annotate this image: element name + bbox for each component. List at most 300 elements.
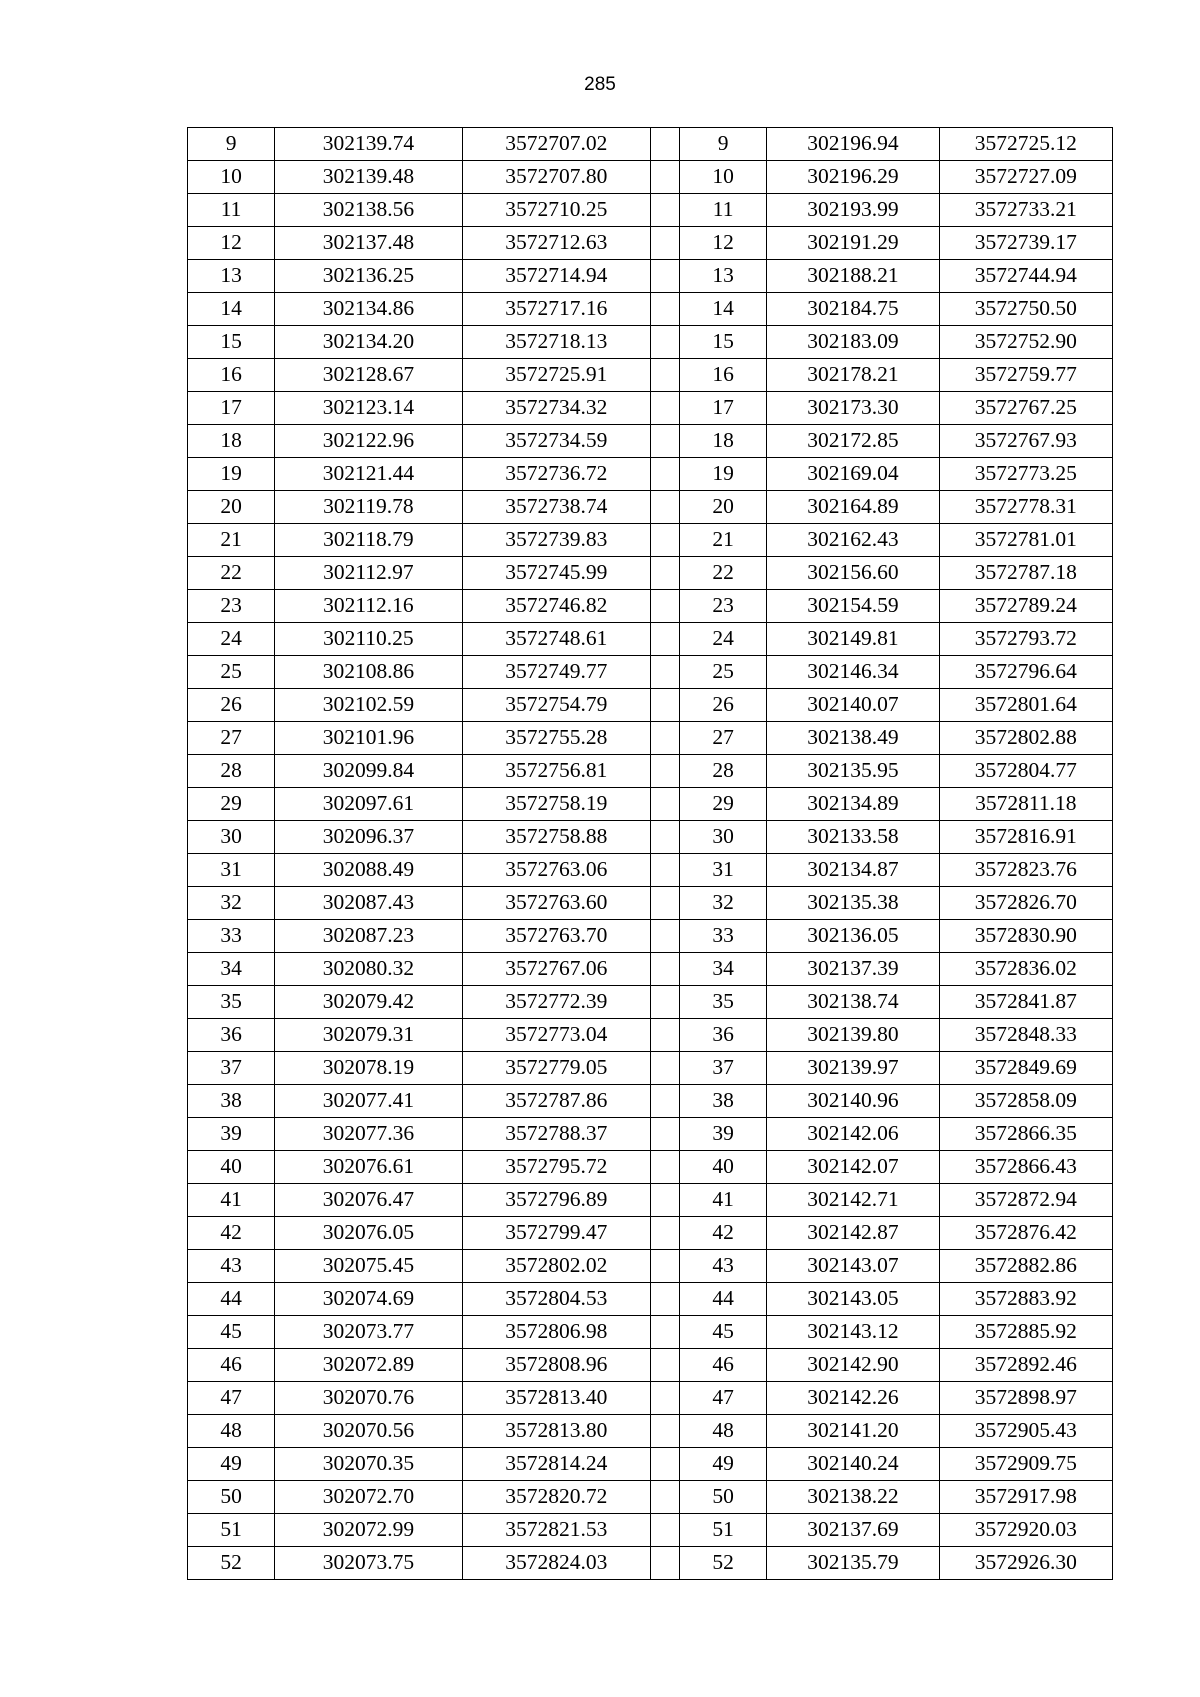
table-row — [188, 524, 1113, 557]
right-x-coordinate-cell: 302139.80 — [767, 1019, 939, 1052]
right-point-number-cell: 24 — [680, 623, 767, 656]
right-point-number-cell: 44 — [680, 1283, 767, 1316]
spacer-cell — [650, 1448, 679, 1481]
right-y-coordinate-cell: 3572759.77 — [939, 359, 1112, 392]
right-point-number-cell: 46 — [680, 1349, 767, 1382]
left-point-number-cell: 15 — [188, 326, 275, 359]
left-y-coordinate-cell: 3572795.72 — [462, 1151, 650, 1184]
left-x-coordinate-cell: 302070.76 — [275, 1382, 462, 1415]
right-x-coordinate-cell: 302133.58 — [767, 821, 939, 854]
table-row — [188, 689, 1113, 722]
left-x-coordinate-cell: 302072.89 — [275, 1349, 462, 1382]
table-row — [188, 1184, 1113, 1217]
left-y-coordinate-cell: 3572755.28 — [462, 722, 650, 755]
right-x-coordinate-cell: 302169.04 — [767, 458, 939, 491]
spacer-cell — [650, 326, 679, 359]
right-x-coordinate-cell: 302136.05 — [767, 920, 939, 953]
spacer-cell — [650, 887, 679, 920]
left-x-coordinate-cell: 302077.41 — [275, 1085, 462, 1118]
right-x-coordinate-cell: 302137.39 — [767, 953, 939, 986]
spacer-cell — [650, 953, 679, 986]
right-x-coordinate-cell: 302164.89 — [767, 491, 939, 524]
left-x-coordinate-cell: 302134.86 — [275, 293, 462, 326]
right-x-coordinate-cell: 302135.95 — [767, 755, 939, 788]
right-y-coordinate-cell: 3572826.70 — [939, 887, 1112, 920]
right-x-coordinate-cell: 302137.69 — [767, 1514, 939, 1547]
table-row — [188, 1052, 1113, 1085]
right-y-coordinate-cell: 3572767.93 — [939, 425, 1112, 458]
left-y-coordinate-cell: 3572772.39 — [462, 986, 650, 1019]
left-x-coordinate-cell: 302097.61 — [275, 788, 462, 821]
left-y-coordinate-cell: 3572813.80 — [462, 1415, 650, 1448]
right-y-coordinate-cell: 3572739.17 — [939, 227, 1112, 260]
spacer-cell — [650, 392, 679, 425]
spacer-cell — [650, 1514, 679, 1547]
right-x-coordinate-cell: 302196.29 — [767, 161, 939, 194]
right-x-coordinate-cell: 302149.81 — [767, 623, 939, 656]
right-x-coordinate-cell: 302140.24 — [767, 1448, 939, 1481]
left-y-coordinate-cell: 3572788.37 — [462, 1118, 650, 1151]
left-point-number-cell: 42 — [188, 1217, 275, 1250]
table-row — [188, 1250, 1113, 1283]
spacer-cell — [650, 623, 679, 656]
left-point-number-cell: 38 — [188, 1085, 275, 1118]
right-point-number-cell: 28 — [680, 755, 767, 788]
table-row — [188, 1118, 1113, 1151]
left-y-coordinate-cell: 3572745.99 — [462, 557, 650, 590]
table-row — [188, 1448, 1113, 1481]
right-x-coordinate-cell: 302188.21 — [767, 260, 939, 293]
right-x-coordinate-cell: 302146.34 — [767, 656, 939, 689]
left-y-coordinate-cell: 3572813.40 — [462, 1382, 650, 1415]
table-row — [188, 1349, 1113, 1382]
spacer-cell — [650, 986, 679, 1019]
left-y-coordinate-cell: 3572749.77 — [462, 656, 650, 689]
right-x-coordinate-cell: 302156.60 — [767, 557, 939, 590]
left-point-number-cell: 17 — [188, 392, 275, 425]
right-y-coordinate-cell: 3572866.35 — [939, 1118, 1112, 1151]
right-point-number-cell: 10 — [680, 161, 767, 194]
right-point-number-cell: 29 — [680, 788, 767, 821]
spacer-cell — [650, 590, 679, 623]
right-point-number-cell: 49 — [680, 1448, 767, 1481]
right-point-number-cell: 17 — [680, 392, 767, 425]
left-y-coordinate-cell: 3572767.06 — [462, 953, 650, 986]
left-x-coordinate-cell: 302087.23 — [275, 920, 462, 953]
right-point-number-cell: 26 — [680, 689, 767, 722]
left-point-number-cell: 10 — [188, 161, 275, 194]
right-y-coordinate-cell: 3572733.21 — [939, 194, 1112, 227]
left-x-coordinate-cell: 302087.43 — [275, 887, 462, 920]
table-row — [188, 359, 1113, 392]
table-row — [188, 161, 1113, 194]
left-point-number-cell: 43 — [188, 1250, 275, 1283]
left-y-coordinate-cell: 3572718.13 — [462, 326, 650, 359]
table-row — [188, 392, 1113, 425]
spacer-cell — [650, 194, 679, 227]
right-x-coordinate-cell: 302196.94 — [767, 128, 939, 161]
left-point-number-cell: 14 — [188, 293, 275, 326]
right-x-coordinate-cell: 302173.30 — [767, 392, 939, 425]
left-point-number-cell: 29 — [188, 788, 275, 821]
left-point-number-cell: 18 — [188, 425, 275, 458]
left-y-coordinate-cell: 3572804.53 — [462, 1283, 650, 1316]
left-point-number-cell: 9 — [188, 128, 275, 161]
right-x-coordinate-cell: 302134.89 — [767, 788, 939, 821]
right-y-coordinate-cell: 3572882.86 — [939, 1250, 1112, 1283]
left-point-number-cell: 39 — [188, 1118, 275, 1151]
right-point-number-cell: 19 — [680, 458, 767, 491]
spacer-cell — [650, 1481, 679, 1514]
right-y-coordinate-cell: 3572876.42 — [939, 1217, 1112, 1250]
left-x-coordinate-cell: 302079.42 — [275, 986, 462, 1019]
left-point-number-cell: 35 — [188, 986, 275, 1019]
right-x-coordinate-cell: 302142.71 — [767, 1184, 939, 1217]
left-point-number-cell: 50 — [188, 1481, 275, 1514]
left-y-coordinate-cell: 3572714.94 — [462, 260, 650, 293]
table-row — [188, 755, 1113, 788]
left-y-coordinate-cell: 3572787.86 — [462, 1085, 650, 1118]
table-row — [188, 1217, 1113, 1250]
left-point-number-cell: 37 — [188, 1052, 275, 1085]
right-point-number-cell: 37 — [680, 1052, 767, 1085]
right-y-coordinate-cell: 3572778.31 — [939, 491, 1112, 524]
spacer-cell — [650, 1250, 679, 1283]
left-x-coordinate-cell: 302076.47 — [275, 1184, 462, 1217]
right-x-coordinate-cell: 302191.29 — [767, 227, 939, 260]
spacer-cell — [650, 260, 679, 293]
table-row — [188, 128, 1113, 161]
left-point-number-cell: 44 — [188, 1283, 275, 1316]
right-x-coordinate-cell: 302139.97 — [767, 1052, 939, 1085]
right-y-coordinate-cell: 3572926.30 — [939, 1547, 1112, 1580]
right-x-coordinate-cell: 302135.79 — [767, 1547, 939, 1580]
left-y-coordinate-cell: 3572814.24 — [462, 1448, 650, 1481]
right-y-coordinate-cell: 3572787.18 — [939, 557, 1112, 590]
left-point-number-cell: 27 — [188, 722, 275, 755]
left-point-number-cell: 46 — [188, 1349, 275, 1382]
left-x-coordinate-cell: 302073.77 — [275, 1316, 462, 1349]
right-x-coordinate-cell: 302142.26 — [767, 1382, 939, 1415]
table-row — [188, 788, 1113, 821]
right-y-coordinate-cell: 3572793.72 — [939, 623, 1112, 656]
left-y-coordinate-cell: 3572758.19 — [462, 788, 650, 821]
spacer-cell — [650, 425, 679, 458]
right-x-coordinate-cell: 302134.87 — [767, 854, 939, 887]
table-row — [188, 491, 1113, 524]
spacer-cell — [650, 920, 679, 953]
left-point-number-cell: 16 — [188, 359, 275, 392]
left-point-number-cell: 52 — [188, 1547, 275, 1580]
right-y-coordinate-cell: 3572841.87 — [939, 986, 1112, 1019]
right-x-coordinate-cell: 302138.22 — [767, 1481, 939, 1514]
right-point-number-cell: 18 — [680, 425, 767, 458]
left-x-coordinate-cell: 302123.14 — [275, 392, 462, 425]
right-x-coordinate-cell: 302135.38 — [767, 887, 939, 920]
table-row — [188, 722, 1113, 755]
left-x-coordinate-cell: 302076.61 — [275, 1151, 462, 1184]
table-row — [188, 425, 1113, 458]
left-y-coordinate-cell: 3572821.53 — [462, 1514, 650, 1547]
left-y-coordinate-cell: 3572707.02 — [462, 128, 650, 161]
spacer-cell — [650, 491, 679, 524]
right-y-coordinate-cell: 3572804.77 — [939, 755, 1112, 788]
left-x-coordinate-cell: 302138.56 — [275, 194, 462, 227]
left-point-number-cell: 51 — [188, 1514, 275, 1547]
left-x-coordinate-cell: 302070.56 — [275, 1415, 462, 1448]
right-point-number-cell: 45 — [680, 1316, 767, 1349]
right-point-number-cell: 13 — [680, 260, 767, 293]
table-row — [188, 1085, 1113, 1118]
table-row — [188, 227, 1113, 260]
spacer-cell — [650, 1316, 679, 1349]
table-row — [188, 194, 1113, 227]
right-y-coordinate-cell: 3572811.18 — [939, 788, 1112, 821]
right-point-number-cell: 23 — [680, 590, 767, 623]
table-row — [188, 1283, 1113, 1316]
left-point-number-cell: 31 — [188, 854, 275, 887]
left-x-coordinate-cell: 302134.20 — [275, 326, 462, 359]
right-point-number-cell: 22 — [680, 557, 767, 590]
spacer-cell — [650, 755, 679, 788]
left-y-coordinate-cell: 3572773.04 — [462, 1019, 650, 1052]
table-row — [188, 1151, 1113, 1184]
right-x-coordinate-cell: 302178.21 — [767, 359, 939, 392]
right-y-coordinate-cell: 3572917.98 — [939, 1481, 1112, 1514]
right-y-coordinate-cell: 3572892.46 — [939, 1349, 1112, 1382]
left-point-number-cell: 25 — [188, 656, 275, 689]
right-point-number-cell: 35 — [680, 986, 767, 1019]
right-point-number-cell: 50 — [680, 1481, 767, 1514]
right-y-coordinate-cell: 3572872.94 — [939, 1184, 1112, 1217]
left-y-coordinate-cell: 3572739.83 — [462, 524, 650, 557]
right-x-coordinate-cell: 302172.85 — [767, 425, 939, 458]
left-point-number-cell: 48 — [188, 1415, 275, 1448]
left-y-coordinate-cell: 3572796.89 — [462, 1184, 650, 1217]
table-row — [188, 1547, 1113, 1580]
spacer-cell — [650, 1283, 679, 1316]
left-x-coordinate-cell: 302102.59 — [275, 689, 462, 722]
left-y-coordinate-cell: 3572725.91 — [462, 359, 650, 392]
right-y-coordinate-cell: 3572848.33 — [939, 1019, 1112, 1052]
right-point-number-cell: 21 — [680, 524, 767, 557]
left-y-coordinate-cell: 3572799.47 — [462, 1217, 650, 1250]
right-x-coordinate-cell: 302183.09 — [767, 326, 939, 359]
right-y-coordinate-cell: 3572816.91 — [939, 821, 1112, 854]
left-x-coordinate-cell: 302137.48 — [275, 227, 462, 260]
right-point-number-cell: 47 — [680, 1382, 767, 1415]
spacer-cell — [650, 689, 679, 722]
right-x-coordinate-cell: 302142.07 — [767, 1151, 939, 1184]
table-row — [188, 656, 1113, 689]
left-y-coordinate-cell: 3572754.79 — [462, 689, 650, 722]
left-x-coordinate-cell: 302096.37 — [275, 821, 462, 854]
spacer-cell — [650, 656, 679, 689]
spacer-cell — [650, 557, 679, 590]
left-x-coordinate-cell: 302108.86 — [275, 656, 462, 689]
spacer-cell — [650, 1019, 679, 1052]
left-point-number-cell: 49 — [188, 1448, 275, 1481]
table-row — [188, 557, 1113, 590]
left-y-coordinate-cell: 3572779.05 — [462, 1052, 650, 1085]
coordinates-table — [187, 127, 1113, 1580]
right-y-coordinate-cell: 3572909.75 — [939, 1448, 1112, 1481]
left-y-coordinate-cell: 3572746.82 — [462, 590, 650, 623]
left-y-coordinate-cell: 3572763.06 — [462, 854, 650, 887]
left-y-coordinate-cell: 3572820.72 — [462, 1481, 650, 1514]
right-y-coordinate-cell: 3572767.25 — [939, 392, 1112, 425]
left-y-coordinate-cell: 3572748.61 — [462, 623, 650, 656]
left-point-number-cell: 20 — [188, 491, 275, 524]
left-point-number-cell: 26 — [188, 689, 275, 722]
spacer-cell — [650, 1151, 679, 1184]
left-x-coordinate-cell: 302072.99 — [275, 1514, 462, 1547]
left-y-coordinate-cell: 3572758.88 — [462, 821, 650, 854]
table-row — [188, 920, 1113, 953]
table-row — [188, 260, 1113, 293]
right-point-number-cell: 31 — [680, 854, 767, 887]
right-point-number-cell: 15 — [680, 326, 767, 359]
table-row — [188, 293, 1113, 326]
left-x-coordinate-cell: 302139.48 — [275, 161, 462, 194]
left-point-number-cell: 19 — [188, 458, 275, 491]
left-y-coordinate-cell: 3572756.81 — [462, 755, 650, 788]
page-number: 285 — [584, 74, 616, 95]
right-y-coordinate-cell: 3572836.02 — [939, 953, 1112, 986]
table-row — [188, 458, 1113, 491]
left-y-coordinate-cell: 3572734.59 — [462, 425, 650, 458]
right-point-number-cell: 36 — [680, 1019, 767, 1052]
table-row — [188, 1415, 1113, 1448]
table-row — [188, 1382, 1113, 1415]
right-point-number-cell: 51 — [680, 1514, 767, 1547]
right-y-coordinate-cell: 3572885.92 — [939, 1316, 1112, 1349]
left-y-coordinate-cell: 3572734.32 — [462, 392, 650, 425]
right-x-coordinate-cell: 302193.99 — [767, 194, 939, 227]
spacer-cell — [650, 1382, 679, 1415]
left-x-coordinate-cell: 302119.78 — [275, 491, 462, 524]
right-y-coordinate-cell: 3572866.43 — [939, 1151, 1112, 1184]
spacer-cell — [650, 458, 679, 491]
right-point-number-cell: 16 — [680, 359, 767, 392]
spacer-cell — [650, 524, 679, 557]
spacer-cell — [650, 1052, 679, 1085]
right-point-number-cell: 9 — [680, 128, 767, 161]
right-point-number-cell: 52 — [680, 1547, 767, 1580]
left-point-number-cell: 30 — [188, 821, 275, 854]
left-x-coordinate-cell: 302074.69 — [275, 1283, 462, 1316]
coordinates-table-body — [188, 128, 1113, 1580]
right-y-coordinate-cell: 3572898.97 — [939, 1382, 1112, 1415]
spacer-cell — [650, 1415, 679, 1448]
left-point-number-cell: 12 — [188, 227, 275, 260]
right-point-number-cell: 11 — [680, 194, 767, 227]
left-x-coordinate-cell: 302072.70 — [275, 1481, 462, 1514]
left-y-coordinate-cell: 3572717.16 — [462, 293, 650, 326]
spacer-cell — [650, 227, 679, 260]
right-y-coordinate-cell: 3572920.03 — [939, 1514, 1112, 1547]
left-point-number-cell: 28 — [188, 755, 275, 788]
right-y-coordinate-cell: 3572781.01 — [939, 524, 1112, 557]
right-y-coordinate-cell: 3572830.90 — [939, 920, 1112, 953]
spacer-cell — [650, 161, 679, 194]
right-point-number-cell: 20 — [680, 491, 767, 524]
right-x-coordinate-cell: 302143.07 — [767, 1250, 939, 1283]
table-row — [188, 590, 1113, 623]
right-point-number-cell: 14 — [680, 293, 767, 326]
right-point-number-cell: 39 — [680, 1118, 767, 1151]
right-point-number-cell: 34 — [680, 953, 767, 986]
left-y-coordinate-cell: 3572824.03 — [462, 1547, 650, 1580]
left-y-coordinate-cell: 3572738.74 — [462, 491, 650, 524]
left-x-coordinate-cell: 302079.31 — [275, 1019, 462, 1052]
right-x-coordinate-cell: 302138.74 — [767, 986, 939, 1019]
left-x-coordinate-cell: 302139.74 — [275, 128, 462, 161]
table-row — [188, 887, 1113, 920]
left-point-number-cell: 47 — [188, 1382, 275, 1415]
right-point-number-cell: 25 — [680, 656, 767, 689]
left-point-number-cell: 22 — [188, 557, 275, 590]
left-x-coordinate-cell: 302070.35 — [275, 1448, 462, 1481]
right-y-coordinate-cell: 3572752.90 — [939, 326, 1112, 359]
right-point-number-cell: 42 — [680, 1217, 767, 1250]
spacer-cell — [650, 293, 679, 326]
right-y-coordinate-cell: 3572801.64 — [939, 689, 1112, 722]
right-y-coordinate-cell: 3572744.94 — [939, 260, 1112, 293]
left-y-coordinate-cell: 3572707.80 — [462, 161, 650, 194]
right-point-number-cell: 40 — [680, 1151, 767, 1184]
table-row — [188, 854, 1113, 887]
left-y-coordinate-cell: 3572736.72 — [462, 458, 650, 491]
spacer-cell — [650, 788, 679, 821]
left-point-number-cell: 34 — [188, 953, 275, 986]
right-point-number-cell: 38 — [680, 1085, 767, 1118]
left-point-number-cell: 24 — [188, 623, 275, 656]
right-y-coordinate-cell: 3572725.12 — [939, 128, 1112, 161]
left-point-number-cell: 23 — [188, 590, 275, 623]
left-y-coordinate-cell: 3572710.25 — [462, 194, 650, 227]
left-x-coordinate-cell: 302128.67 — [275, 359, 462, 392]
table-row — [188, 623, 1113, 656]
left-x-coordinate-cell: 302112.16 — [275, 590, 462, 623]
right-x-coordinate-cell: 302184.75 — [767, 293, 939, 326]
left-x-coordinate-cell: 302075.45 — [275, 1250, 462, 1283]
table-row — [188, 326, 1113, 359]
right-x-coordinate-cell: 302143.05 — [767, 1283, 939, 1316]
table-row — [188, 986, 1113, 1019]
left-point-number-cell: 36 — [188, 1019, 275, 1052]
left-point-number-cell: 33 — [188, 920, 275, 953]
left-x-coordinate-cell: 302118.79 — [275, 524, 462, 557]
left-point-number-cell: 45 — [188, 1316, 275, 1349]
right-x-coordinate-cell: 302143.12 — [767, 1316, 939, 1349]
right-point-number-cell: 27 — [680, 722, 767, 755]
right-y-coordinate-cell: 3572883.92 — [939, 1283, 1112, 1316]
right-y-coordinate-cell: 3572905.43 — [939, 1415, 1112, 1448]
right-x-coordinate-cell: 302162.43 — [767, 524, 939, 557]
right-x-coordinate-cell: 302154.59 — [767, 590, 939, 623]
table-row — [188, 953, 1113, 986]
right-point-number-cell: 48 — [680, 1415, 767, 1448]
right-y-coordinate-cell: 3572750.50 — [939, 293, 1112, 326]
left-y-coordinate-cell: 3572806.98 — [462, 1316, 650, 1349]
left-y-coordinate-cell: 3572763.60 — [462, 887, 650, 920]
spacer-cell — [650, 821, 679, 854]
right-point-number-cell: 33 — [680, 920, 767, 953]
left-point-number-cell: 32 — [188, 887, 275, 920]
left-point-number-cell: 21 — [188, 524, 275, 557]
spacer-cell — [650, 854, 679, 887]
